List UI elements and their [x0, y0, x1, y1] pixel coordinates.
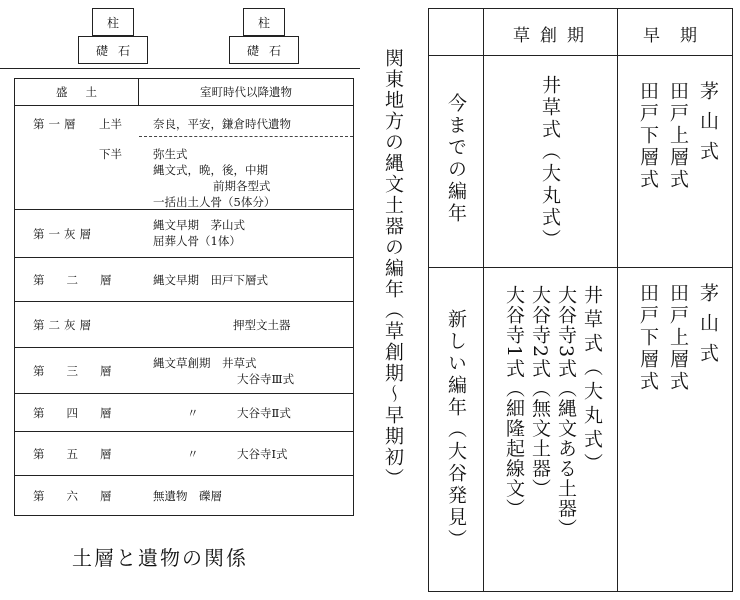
col-header-sokoki: 草創期: [513, 26, 594, 46]
new-soki-type: 田戸下層式: [637, 283, 659, 393]
row-content-line: 無遺物 礫層: [153, 489, 222, 503]
col-divider: [483, 9, 484, 591]
new-sokoki-type: 大谷寺2式（無文土器）: [529, 285, 551, 499]
row-content-line: 縄文草創期 井草式: [153, 356, 257, 370]
row-content-line: 〃: [187, 447, 199, 461]
row-content-line: 大谷寺Ⅲ式: [237, 372, 295, 386]
strata-caption: 土層と遺物の関係: [72, 546, 248, 570]
vertical-title-main: 関東地方の縄文土器の編年: [382, 48, 404, 300]
row-content-line: 縄文早期 茅山式: [153, 218, 245, 232]
old-sokoki-type: 井草式（大丸式）: [539, 75, 561, 251]
new-sokoki-type: 井草式（大丸式）: [581, 285, 603, 477]
header-layer: 盛土: [15, 79, 139, 105]
chronology-table: [428, 8, 733, 592]
row-label-old: 今までの編年: [445, 93, 467, 225]
row-content-line: 大谷寺Ⅰ式: [237, 447, 288, 461]
header-content: 室町時代以降遺物: [200, 85, 292, 99]
left-foundation-stone: 礎石: [78, 36, 148, 64]
strata-table: [14, 78, 354, 516]
old-soki-type: 田戸下層式: [637, 81, 659, 191]
strata-header-row: [15, 79, 353, 105]
row-content-line: 一括出土人骨（5体分）: [153, 195, 276, 209]
table-row: [15, 431, 353, 475]
row-label: 第二層: [33, 273, 134, 287]
new-soki-type: 茅山式: [697, 283, 719, 373]
vertical-title: [378, 48, 408, 489]
row-content-line: 大谷寺Ⅱ式: [237, 406, 291, 420]
right-foundation-stone: 礎石: [229, 36, 299, 64]
new-soki-type: 田戸上層式: [667, 283, 689, 393]
dashed-divider: [139, 136, 353, 137]
row-divider: [429, 55, 732, 56]
row-label: 第四層: [33, 406, 134, 420]
left-pillar: 柱: [92, 8, 134, 36]
row-content-line: 縄文式，晩，後，中期: [153, 163, 268, 177]
new-sokoki-type: 大谷寺1式（細隆起線文）: [503, 285, 525, 519]
table-row: [15, 475, 353, 515]
row-label: 第一灰層: [33, 227, 95, 241]
right-pillar: 柱: [243, 8, 285, 36]
table-row: [15, 257, 353, 301]
row-label: 第二灰層: [33, 318, 95, 332]
row-content-line: 押型文土器: [233, 318, 291, 332]
row-label: 第六層: [33, 489, 134, 503]
row-label: 第一層: [33, 117, 80, 131]
row-label: 第五層: [33, 447, 134, 461]
table-row: [15, 301, 353, 347]
row-sublabel-upper: 上半: [99, 117, 122, 131]
ground-line: [0, 68, 360, 69]
vertical-title-sub: （草創期～早期初）: [382, 300, 404, 489]
row-content-line: 前期各型式: [213, 179, 271, 193]
row-content-line: 弥生式: [153, 147, 188, 161]
col-divider: [617, 9, 618, 591]
row-label-new: 新しい編年（大谷発見）: [445, 309, 467, 551]
old-soki-type: 田戸上層式: [667, 81, 689, 191]
row-label: 第三層: [33, 364, 134, 378]
table-row: [15, 105, 353, 209]
col-header-soki: 早期: [643, 26, 717, 46]
row-content-line: 〃: [187, 406, 199, 420]
row-divider: [429, 267, 732, 268]
table-row: [15, 209, 353, 257]
row-content-line: 屈葬人骨（1体）: [153, 234, 241, 248]
row-content-upper: 奈良，平安，鎌倉時代遺物: [153, 117, 291, 131]
new-sokoki-type: 大谷寺3式（縄文ある土器）: [555, 285, 577, 539]
table-row: [15, 393, 353, 431]
row-sublabel-lower: 下半: [99, 147, 122, 161]
old-soki-type: 茅山式: [697, 81, 719, 171]
table-row: [15, 347, 353, 393]
row-content-line: 縄文早期 田戸下層式: [153, 273, 268, 287]
